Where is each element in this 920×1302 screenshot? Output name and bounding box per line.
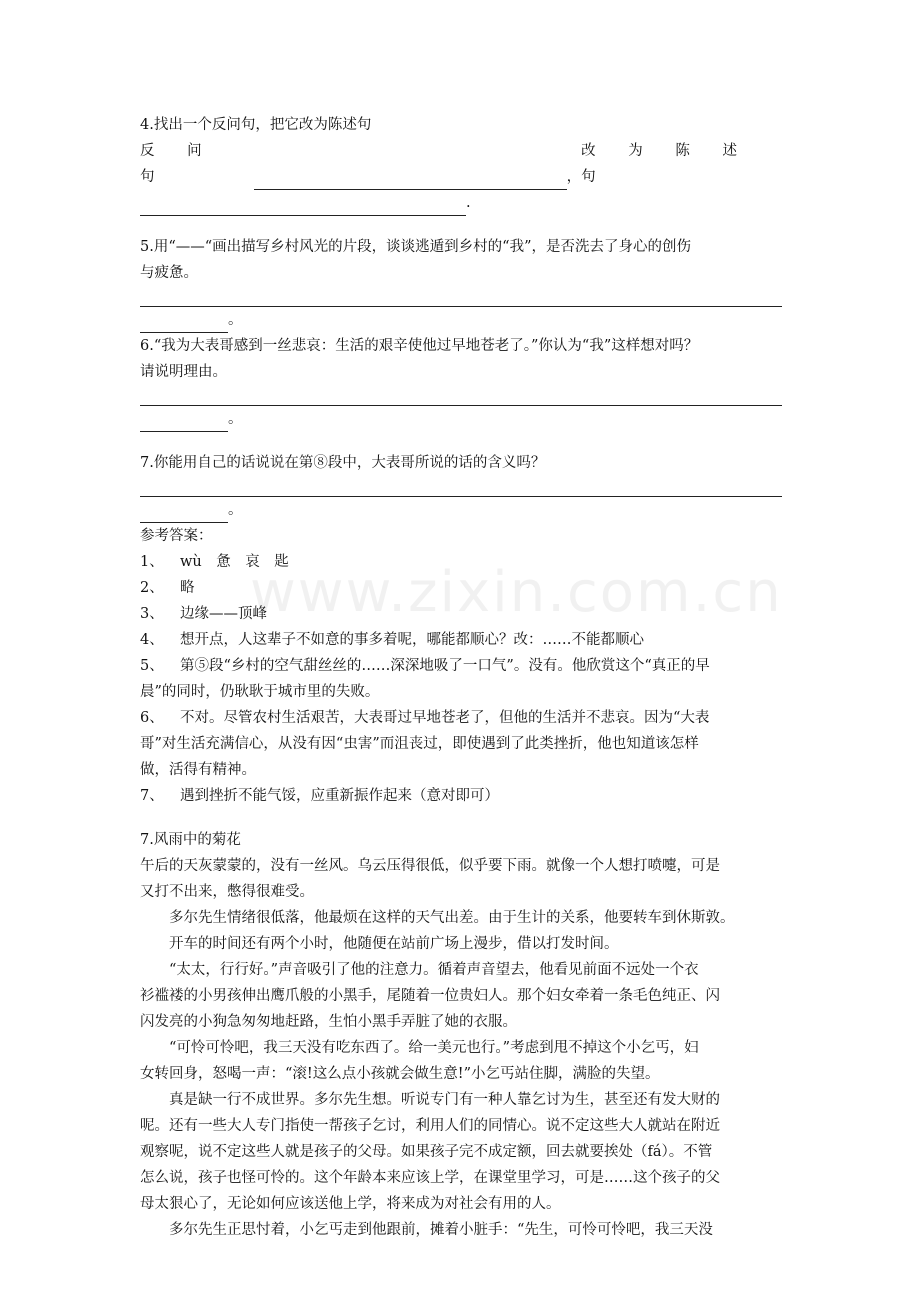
answer-num: 4、 [140,632,164,648]
answer-item-4 [140,627,782,653]
q5-answer-line [140,286,782,307]
story-line: 开车的时间还有两个小时，他随便在站前广场上漫步，借以打发时间。 [169,936,619,952]
answer-text: 边缘——顶峰 [180,606,267,622]
story-line: 又打不出来，憋得很难受。 [140,884,314,900]
story-title: 7.风雨中的菊花 [140,832,241,848]
answer-item-5 [140,653,782,679]
q4-blank-rhetorical [254,171,567,190]
story-line: 多尔先生情绪很低落，他最烦在这样的天气出差。由于生计的关系，他要转车到休斯敦。 [169,910,735,926]
answer-num: 7、 [140,788,164,804]
document-page [140,112,782,1243]
answer-item-2 [140,575,782,601]
answer-item-1 [140,549,782,575]
q6-line1: 6.“我为大表哥感到一丝悲哀：生活的艰辛使他过早地苍老了。”你认为“我”这样想对吗？ [140,338,699,354]
q4-blank-declarative [140,197,466,216]
q7-end: 。 [228,502,243,518]
answer-num: 6、 [140,710,164,726]
q7-line1: 7.你能用自己的话说说在第⑧段中，大表哥所说的话的含义吗？ [140,455,546,471]
answer-num: 2、 [140,580,164,596]
story-line: 午后的天灰蒙蒙的，没有一丝风。乌云压得很低，似乎要下雨。就像一个人想打喷嚏，可是 [140,858,720,874]
story-line: 怎么说，孩子也怪可怜的。这个年龄本来应该上学，在课堂里学习，可是……这个孩子的父 [140,1170,720,1186]
answer-text: 第⑤段“乡村的空气甜丝丝的……深深地吸了一口气”。没有。他欣赏这个“真正的早 [180,658,710,674]
story-line: 呢。还有一些大人专门指使一帮孩子乞讨，利用人们的同情心。说不定这些大人就站在附近 [140,1118,720,1134]
story-line: 母太狠心了，无论如何应该送他上学，将来成为对社会有用的人。 [140,1196,561,1212]
story-line: 闪发亮的小狗急匆匆地赶路，生怕小黑手弄脏了她的衣服。 [140,1014,517,1030]
q6-line2: 请说明理由。 [140,364,227,380]
q4-end: . [466,195,471,211]
story-line: 观察呢，说不定这些人就是孩子的父母。如果孩子完不成定额，回去就要挨处（fá）。不管 [140,1144,713,1160]
answer-text: wù 惫 哀 匙 [180,554,289,570]
q6-answer-end [140,406,782,432]
q6-answer-line [140,385,782,406]
q4-label-declarative: 改 为 陈 述 句 [581,143,751,185]
answers-heading: 参考答案： [140,528,213,544]
q5-answer-end [140,307,782,333]
answer-item-6 [140,705,782,731]
q7-answer-line [140,476,782,497]
answer-text: 遇到挫折不能气馁，应重新振作起来（意对即可） [180,788,499,804]
q4-answer-row [140,138,782,190]
answer-text: 不对。尽管农村生活艰苦，大表哥过早地苍老了，但他的生活并不悲哀。因为“大表 [180,710,710,726]
watermark-text: www.zixin.com.cn [250,560,783,625]
q7-short-blank [140,504,228,523]
answer-item-5-cont: 晨”的同时，仍耿耿于城市里的失败。 [140,684,380,700]
answer-num: 3、 [140,606,164,622]
q6-end: 。 [228,411,243,427]
q4-blank-row [140,190,782,216]
q4-title: 4.找出一个反问句，把它改为陈述句 [140,117,372,133]
answer-text: 想开点，人这辈子不如意的事多着呢，哪能都顺心？改：……不能都顺心 [180,632,644,648]
answer-item-6-cont2: 做，活得有精神。 [140,762,256,778]
answer-item-6-cont: 哥”对生活充满信心，从没有因“虫害”而沮丧过，即使遇到了此类挫折，他也知道该怎样 [140,736,699,752]
q7-answer-end [140,497,782,523]
answer-num: 5、 [140,658,164,674]
story-line: 多尔先生正思忖着，小乞丐走到他跟前，摊着小脏手：“先生，可怜可怜吧，我三天没 [169,1222,713,1238]
answer-text: 略 [180,580,195,596]
story-body [140,853,782,1243]
q5-end: 。 [228,312,243,328]
answer-num: 1、 [140,554,164,570]
story-line: “太太，行行好。”声音吸引了他的注意力。循着声音望去，他看见前面不远处一个衣 [169,962,699,978]
q5-line1: 5.用“——“画出描写乡村风光的片段，谈谈逃遁到乡村的“我”，是否洗去了身心的创伤 [140,239,691,255]
q6-short-blank [140,413,228,432]
story-line: 衫褴褛的小男孩伸出鹰爪般的小黑手，尾随着一位贵妇人。那个妇女牵着一条毛色纯正、闪 [140,988,720,1004]
story-line: 女转回身，怒喝一声：“滚!这么点小孩就会做生意!”小乞丐站住脚，满脸的失望。 [140,1066,660,1082]
q4-label-rhetorical: 反 问 句 [140,143,216,185]
story-line: 真是缺一行不成世界。多尔先生想。听说专门有一种人靠乞讨为生，甚至还有发大财的 [169,1092,720,1108]
answer-item-3 [140,601,782,627]
q5-short-blank [140,314,228,333]
answer-item-7 [140,783,782,809]
q4-separator: ， [566,169,582,185]
q5-line2: 与疲惫。 [140,265,198,281]
story-line: “可怜可怜吧，我三天没有吃东西了。给一美元也行。”考虑到甩不掉这个小乞丐，妇 [169,1040,699,1056]
